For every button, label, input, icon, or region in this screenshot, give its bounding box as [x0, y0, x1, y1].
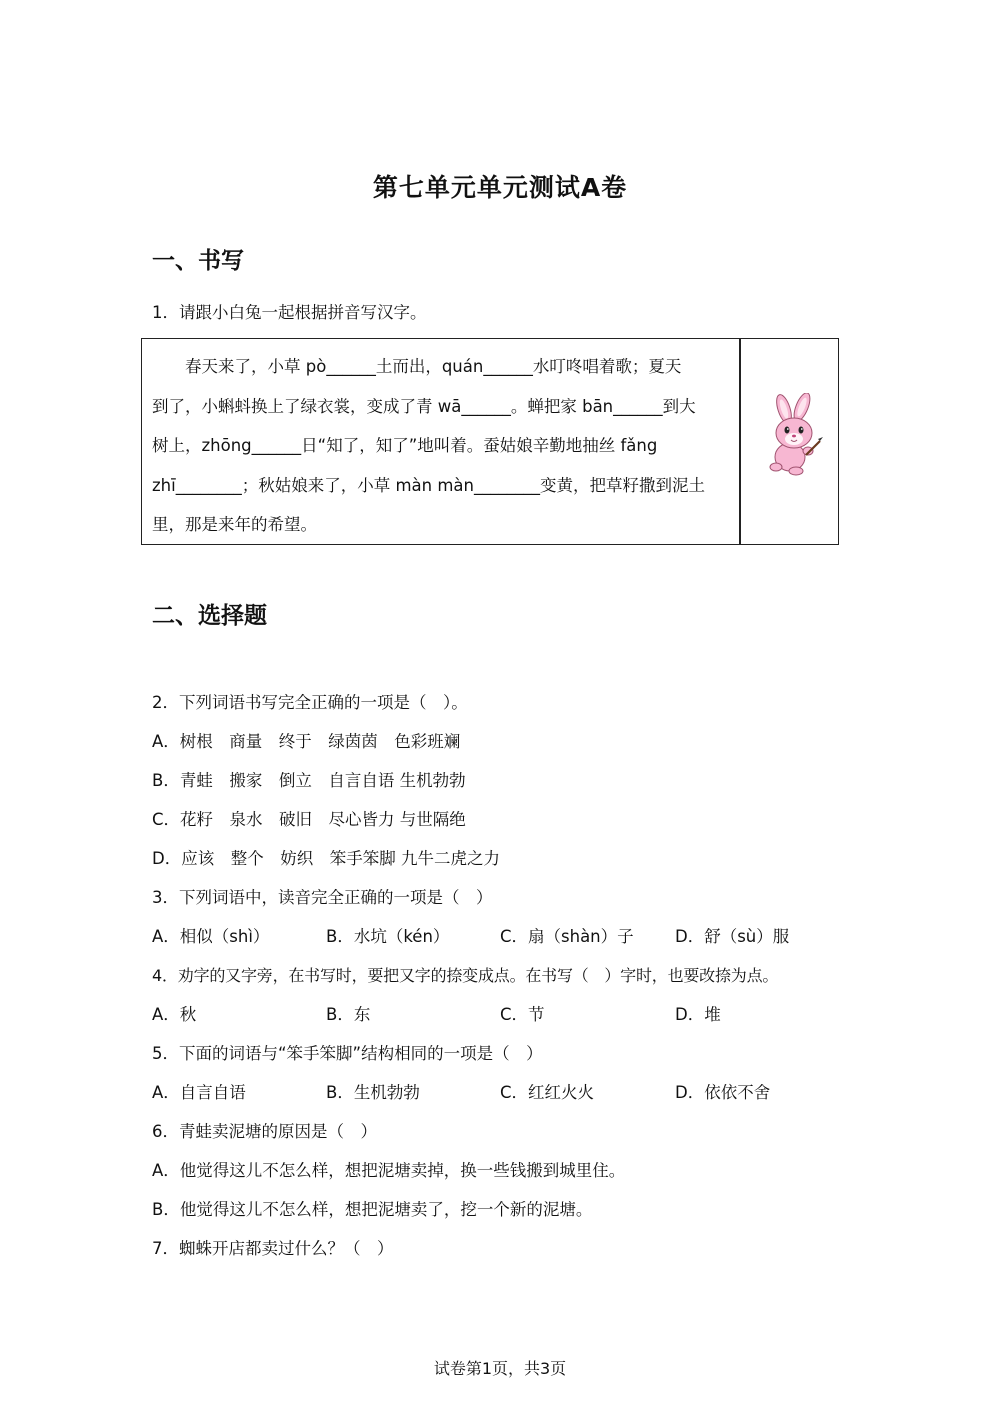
pinyin-passage — [152, 347, 722, 545]
question-2-option-c: C．花籽 泉水 破旧 尽心皆力 与世隔绝 — [152, 810, 466, 829]
question-3-option-a: A．相似（shì） — [152, 927, 270, 946]
question-5-option-b: B．生机勃勃 — [326, 1083, 420, 1102]
question-3-option-d: D．舒（sù）服 — [675, 927, 790, 946]
question-2-option-b: B．青蛙 搬家 倒立 自言自语 生机勃勃 — [152, 771, 466, 790]
rabbit-icon — [762, 393, 826, 477]
question-2-stem: 2．下列词语书写完全正确的一项是（ ）。 — [152, 693, 468, 712]
passage-line: 树上，zhōng______日“知了，知了”地叫着。蚕姑娘辛勤地抽丝 fǎng — [152, 436, 658, 455]
passage-line: zhī________；秋姑娘来了，小草 màn màn________变黄，把草籽撒到泥土 — [152, 475, 705, 495]
passage-line: 到了，小蝌蚪换上了绿衣裳，变成了青 wā______。蝉把家 bān______到大 — [152, 396, 696, 416]
question-5-stem: 5．下面的词语与“笨手笨脚”结构相同的一项是（ ） — [152, 1044, 543, 1063]
passage-line: 春天来了，小草 pò______土而出，quán______水叮咚唱着歌；夏天 — [152, 357, 682, 376]
section-heading-writing: 一、书写 — [152, 248, 244, 274]
question-2-option-d: D．应该 整个 妨织 笨手笨脚 九牛二虎之力 — [152, 849, 500, 868]
question-3-option-c: C．扇（shàn）子 — [500, 927, 634, 946]
question-3-stem: 3．下列词语中，读音完全正确的一项是（ ） — [152, 888, 493, 907]
page-title: 第七单元单元测试A卷 — [372, 173, 628, 202]
question-3-option-b: B．水坑（kén） — [326, 927, 450, 946]
question-1-stem: 1．请跟小白兔一起根据拼音写汉字。 — [152, 303, 427, 322]
pinyin-passage-box — [141, 338, 839, 545]
question-4-stem: 4．劝字的又字旁，在书写时，要把又字的捺变成点。在书写（ ）字时，也要改捺为点。 — [152, 966, 779, 985]
question-6-option-a: A．他觉得这儿不怎么样，想把泥塘卖掉，换一些钱搬到城里住。 — [152, 1161, 626, 1180]
question-5-option-a: A．自言自语 — [152, 1083, 246, 1102]
question-4-option-d: D．堆 — [675, 1005, 721, 1024]
passage-line: 里，那是来年的希望。 — [152, 515, 317, 534]
section-heading-choice: 二、选择题 — [152, 603, 267, 629]
question-2-option-a: A．树根 商量 终于 绿茵茵 色彩班斓 — [152, 732, 461, 751]
question-5-option-d: D．依依不舍 — [675, 1083, 771, 1102]
question-4-option-c: C．节 — [500, 1005, 545, 1024]
question-4-option-b: B．东 — [326, 1005, 371, 1024]
question-6-stem: 6．青蛙卖泥塘的原因是（ ） — [152, 1122, 377, 1141]
box-divider — [739, 339, 741, 544]
question-5-option-c: C．红红火火 — [500, 1083, 595, 1102]
question-6-option-b: B．他觉得这儿不怎么样，想把泥塘卖了，挖一个新的泥塘。 — [152, 1200, 593, 1219]
page-footer: 试卷第1页，共3页 — [433, 1359, 567, 1378]
question-4-option-a: A．秋 — [152, 1005, 197, 1024]
question-7-stem: 7．蜘蛛开店都卖过什么？（ ） — [152, 1239, 394, 1258]
